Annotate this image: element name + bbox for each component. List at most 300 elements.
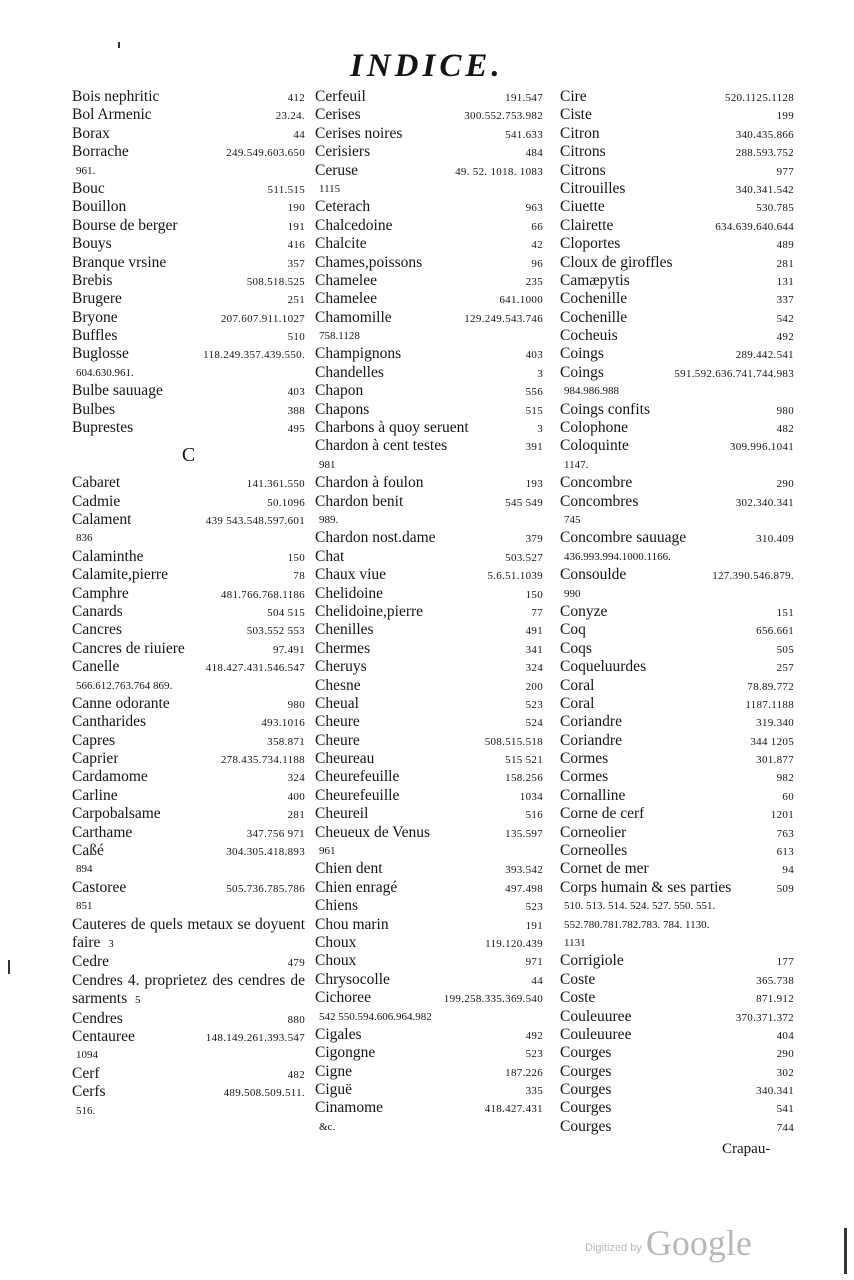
entry-name: Concombres	[560, 492, 639, 510]
entry-name: Chardon benit	[315, 492, 404, 510]
entry-pages: 591.592.636.741.744.983	[674, 367, 794, 380]
index-entry	[72, 621, 305, 639]
index-entry-continuation: 836	[76, 532, 93, 545]
index-entry-continuation: 566.612.763.764 869.	[76, 679, 173, 692]
index-entry	[72, 640, 305, 658]
entry-pages: 418.427.431.546.547	[205, 662, 305, 675]
section-letter: C	[181, 444, 196, 467]
entry-pages: 44	[293, 128, 305, 141]
index-entry	[72, 106, 305, 124]
entry-name: Chamelee	[315, 290, 377, 308]
index-entry	[315, 603, 543, 621]
index-entry	[560, 824, 794, 842]
entry-name: Calament	[72, 511, 132, 528]
index-entry	[315, 106, 543, 124]
entry-name: Cadmie	[72, 492, 121, 510]
entry-name: Cedre	[72, 953, 110, 971]
entry-name: Cerisiers	[315, 143, 371, 161]
entry-pages: 310.409	[756, 533, 794, 546]
entry-pages: 60	[782, 790, 794, 803]
index-entry	[72, 732, 305, 750]
entry-name: Cire	[560, 88, 587, 105]
entry-pages: 3	[537, 367, 543, 380]
entry-pages: 158.256	[505, 772, 543, 785]
entry-pages: 324	[525, 662, 543, 675]
index-entry	[315, 1081, 543, 1099]
entry-pages: 495	[287, 423, 305, 436]
entry-name: Castoree	[72, 878, 127, 896]
entry-pages: 491	[525, 625, 543, 638]
entry-name: Chaux viue	[315, 566, 387, 584]
entry-name: Calaminthe	[72, 547, 144, 565]
index-entry	[560, 695, 794, 713]
entry-name: Buffles	[72, 327, 118, 345]
index-entry-continuation: 745	[564, 513, 581, 526]
entry-name: Cardamome	[72, 768, 148, 786]
entry-name: Centauree	[72, 1028, 135, 1045]
index-entry	[560, 658, 794, 676]
index-entry	[315, 916, 543, 934]
entry-name: Capres	[72, 731, 116, 749]
entry-pages: 482	[287, 1068, 305, 1081]
entry-name: Carthame	[72, 823, 133, 841]
entry-name: Coings	[560, 363, 604, 381]
entry-name: Chames,poissons	[315, 253, 423, 271]
entry-pages: 508.515.518	[484, 735, 543, 748]
index-entry	[315, 658, 543, 676]
entry-name: Cornet de mer	[560, 860, 649, 878]
entry-pages: 187.226	[505, 1066, 543, 1079]
index-entry-continuation: 1147.	[564, 458, 589, 471]
entry-pages: 66	[531, 220, 543, 233]
entry-pages: 191.547	[505, 92, 543, 104]
index-entry	[72, 658, 305, 676]
entry-pages: 78.89.772	[747, 680, 794, 693]
entry-pages: 347.756 971	[246, 827, 305, 840]
entry-pages: 150	[525, 588, 543, 601]
index-entry	[560, 419, 794, 437]
index-entry	[560, 677, 794, 695]
entry-name: Cendres 4. proprietez des cendres de sarments	[72, 971, 305, 1008]
entry-pages: 148.149.261.393.547	[205, 1032, 305, 1044]
entry-pages: 97.491	[272, 643, 305, 656]
index-entry	[315, 989, 543, 1007]
entry-name: Ceterach	[315, 198, 371, 216]
index-entry	[315, 235, 543, 253]
entry-name: Choux	[315, 933, 357, 951]
entry-pages: 357	[287, 257, 305, 270]
entry-name: Corps humain & ses parties	[560, 878, 732, 896]
entry-pages: 141.361.550	[246, 478, 305, 491]
index-entry	[72, 585, 305, 603]
entry-pages: 520.1125.1128	[724, 92, 794, 104]
entry-pages: 3	[537, 423, 543, 436]
entry-name: Chien enragé	[315, 878, 398, 896]
entry-pages: 191	[287, 220, 305, 233]
entry-pages: 335	[525, 1085, 543, 1098]
entry-name: Champignons	[315, 345, 402, 363]
index-entry	[315, 585, 543, 603]
index-entry	[315, 364, 543, 382]
index-entry	[72, 805, 305, 823]
entry-pages: 309.996.1041	[729, 441, 794, 454]
index-entry	[72, 254, 305, 272]
index-entry	[315, 677, 543, 695]
entry-pages: 418.427.431	[484, 1103, 543, 1116]
entry-name: Concombre	[560, 474, 633, 492]
entry-pages: 541.633	[505, 128, 543, 141]
entry-name: Chien dent	[315, 860, 383, 878]
index-entry	[560, 1063, 794, 1081]
entry-pages: 541	[776, 1103, 794, 1116]
entry-pages: 49. 52. 1018. 1083	[455, 165, 543, 178]
entry-pages: 980	[776, 404, 794, 417]
entry-name: Caßé	[72, 842, 104, 860]
index-entry	[560, 198, 794, 216]
entry-name: Cabaret	[72, 474, 121, 492]
entry-pages: 200	[525, 680, 543, 693]
index-entry-continuation: 990	[564, 587, 581, 600]
index-entry	[315, 272, 543, 290]
entry-pages: 324	[287, 772, 305, 785]
entry-pages: 365.738	[756, 974, 794, 987]
entry-pages: 530.785	[756, 202, 794, 215]
entry-pages: 344 1205	[750, 735, 794, 748]
entry-name: Coral	[560, 676, 595, 694]
entry-pages: 641.1000	[499, 294, 543, 307]
entry-name: Coloquinte	[560, 437, 629, 455]
entry-pages: 479	[287, 957, 305, 970]
entry-pages: 42	[531, 239, 543, 252]
index-entry	[72, 566, 305, 584]
entry-name: Chat	[315, 547, 345, 565]
entry-name: Coste	[560, 970, 596, 988]
entry-name: Cheurefeuille	[315, 786, 400, 804]
entry-name: Chelidoine	[315, 584, 384, 602]
entry-name: Coqs	[560, 639, 592, 657]
index-entry	[560, 1044, 794, 1062]
entry-pages: 980	[287, 698, 305, 711]
entry-name: Cheueux de Venus	[315, 823, 431, 841]
index-entry	[560, 162, 794, 180]
entry-pages: 131	[776, 275, 794, 288]
index-entry	[72, 787, 305, 805]
index-entry	[72, 327, 305, 345]
digitized-by-label: Digitized by	[585, 1242, 642, 1254]
index-entry	[72, 953, 305, 971]
index-entry-continuation: 510. 513. 514. 524. 527. 550. 551.	[564, 900, 716, 913]
index-entry-continuation: 604.630.961.	[76, 366, 134, 379]
margin-mark-right	[844, 1228, 847, 1274]
entry-name: Conyze	[560, 602, 608, 620]
entry-pages: 613	[776, 846, 794, 859]
entry-pages: 77	[531, 606, 543, 619]
index-entry	[72, 493, 305, 511]
index-entry	[72, 125, 305, 143]
entry-name: Cichoree	[315, 989, 371, 1007]
entry-name: Borax	[72, 124, 110, 142]
entry-name: Cigales	[315, 1025, 362, 1043]
entry-name: Corneolles	[560, 842, 628, 860]
entry-name: Cancres de riuiere	[72, 639, 185, 657]
entry-pages: 23.24.	[275, 110, 305, 123]
index-entry	[560, 217, 794, 235]
index-entry-continuation: 961	[319, 845, 336, 858]
entry-name: Cerises	[315, 106, 361, 124]
entry-pages: 281	[776, 257, 794, 270]
entry-name: Clairette	[560, 216, 614, 234]
entry-pages: 44	[531, 974, 543, 987]
index-entry	[315, 162, 543, 180]
entry-name: Cormes	[560, 750, 609, 768]
entry-pages: 509	[776, 882, 794, 895]
entry-pages: 235	[525, 275, 543, 288]
index-entry	[560, 989, 794, 1007]
index-entry	[560, 566, 794, 584]
entry-name: Chapon	[315, 382, 364, 400]
index-entry	[560, 235, 794, 253]
entry-pages: 393.542	[505, 864, 543, 877]
entry-name: Cerfs	[72, 1083, 106, 1101]
entry-pages: 199.258.335.369.540	[443, 993, 543, 1006]
entry-name: Cocheuis	[560, 327, 618, 345]
index-entry	[315, 345, 543, 363]
index-entry	[315, 437, 543, 455]
index-entry	[72, 603, 305, 621]
entry-pages: 388	[287, 404, 305, 417]
index-entry	[72, 419, 305, 437]
entry-pages: 400	[287, 790, 305, 803]
entry-name: Coste	[560, 989, 596, 1007]
entry-pages: 301.877	[756, 754, 794, 767]
index-entry-continuation: 1131	[564, 936, 586, 949]
entry-name: Cloportes	[560, 235, 621, 253]
index-entry	[72, 1083, 305, 1101]
entry-pages: 341	[525, 643, 543, 656]
entry-name: Bryone	[72, 308, 118, 326]
entry-name: Brugere	[72, 290, 122, 308]
index-entry	[72, 842, 305, 860]
entry-pages: 511.515	[267, 183, 305, 196]
index-entry	[72, 824, 305, 842]
index-entry	[72, 916, 305, 954]
index-entry	[315, 732, 543, 750]
entry-pages: 340.435.866	[735, 128, 794, 141]
entry-name: Carline	[72, 786, 118, 804]
entry-pages: 50.1096	[267, 496, 305, 509]
entry-name: Citrouilles	[560, 179, 626, 197]
entry-pages: 127.390.546.879.	[712, 570, 794, 583]
entry-name: Citrons	[560, 161, 606, 179]
entry-pages: 982	[776, 772, 794, 785]
index-entry-continuation: 1115	[319, 182, 341, 195]
index-entry	[72, 345, 305, 363]
entry-name: Buprestes	[72, 419, 134, 437]
entry-name: Canelle	[72, 658, 120, 676]
entry-pages: 493.1016	[261, 717, 305, 730]
entry-pages: 290	[776, 1048, 794, 1061]
index-entry	[560, 309, 794, 327]
entry-pages: 289.442.541	[735, 349, 794, 362]
entry-name: Cerises noires	[315, 124, 403, 142]
index-entry	[315, 860, 543, 878]
entry-pages: 556	[525, 386, 543, 399]
entry-name: Chandelles	[315, 363, 384, 381]
entry-pages: 504 515	[267, 606, 305, 619]
entry-pages: 257	[776, 662, 794, 675]
entry-pages: 634.639.640.644	[715, 220, 794, 233]
catchword: Crapau-	[722, 1141, 771, 1157]
entry-name: Canne odorante	[72, 694, 170, 712]
index-entry-continuation: 1094	[76, 1049, 98, 1062]
index-entry	[315, 88, 543, 106]
entry-name: Chardon nost.dame	[315, 529, 436, 547]
index-entry-continuation: 851	[76, 900, 93, 913]
entry-name: Cheureil	[315, 805, 369, 823]
entry-name: Choux	[315, 952, 357, 970]
entry-pages: 337	[776, 294, 794, 307]
margin-mark-left	[8, 960, 10, 974]
index-entry	[315, 971, 543, 989]
entry-pages: 510	[287, 331, 305, 344]
entry-name: Bol Armenic	[72, 106, 152, 124]
index-entry	[560, 805, 794, 823]
entry-pages: 96	[531, 257, 543, 270]
index-entry	[560, 713, 794, 731]
index-entry	[315, 768, 543, 786]
index-entry	[72, 217, 305, 235]
entry-pages: 523	[525, 1048, 543, 1061]
index-entry	[560, 493, 794, 511]
entry-name: Chenilles	[315, 621, 374, 639]
entry-pages: 5	[134, 994, 141, 1007]
entry-pages: 319.340	[756, 717, 794, 730]
entry-name: Cochenille	[560, 290, 628, 308]
entry-pages: 963	[525, 202, 543, 215]
entry-name: Chalcedoine	[315, 216, 393, 234]
entry-pages: 489	[776, 239, 794, 252]
index-entry	[560, 254, 794, 272]
index-entry	[560, 88, 794, 106]
entry-name: Bourse de berger	[72, 216, 178, 234]
entry-name: Caprier	[72, 750, 119, 768]
entry-pages: 3	[108, 938, 115, 950]
entry-name: Cormes	[560, 768, 609, 786]
index-entry	[315, 640, 543, 658]
index-entry	[560, 1026, 794, 1044]
entry-name: Corneolier	[560, 823, 627, 841]
index-entry-continuation: 984.986.988	[564, 385, 619, 398]
entry-name: Chamomille	[315, 308, 392, 326]
entry-pages: 492	[776, 331, 794, 344]
entry-pages: 251	[287, 294, 305, 307]
google-watermark	[585, 1222, 752, 1264]
entry-name: Ciste	[560, 106, 592, 124]
index-entry	[560, 750, 794, 768]
entry-name: Chou marin	[315, 915, 389, 933]
entry-pages: 119.120.439	[485, 937, 543, 950]
index-entry	[72, 309, 305, 327]
entry-pages: 150	[287, 551, 305, 564]
entry-name: Bouillon	[72, 198, 127, 216]
index-entry	[560, 474, 794, 492]
entry-name: Cauteres de quels metaux se doyuent faire	[72, 915, 305, 951]
entry-name: Brebis	[72, 271, 113, 289]
index-entry	[315, 382, 543, 400]
entry-pages: 497.498	[505, 882, 543, 895]
entry-pages: 358.871	[267, 735, 305, 748]
index-entry	[315, 217, 543, 235]
entry-name: Cantharides	[72, 713, 147, 731]
entry-name: Bouys	[72, 235, 112, 253]
index-entry	[560, 106, 794, 124]
entry-pages: 1187.1188	[745, 698, 794, 711]
entry-name: Cigongne	[315, 1044, 376, 1062]
entry-pages: 977	[776, 165, 794, 178]
index-entry-continuation: 552.780.781.782.783. 784. 1130.	[564, 918, 710, 931]
entry-name: Bulbe sauuage	[72, 382, 163, 400]
index-entry	[560, 603, 794, 621]
entry-pages: 505.736.785.786	[226, 882, 305, 895]
index-entry	[560, 860, 794, 878]
entry-name: Cinamome	[315, 1099, 384, 1117]
index-entry-continuation: 758.1128	[319, 330, 360, 343]
entry-pages: 118.249.357.439.550.	[203, 349, 305, 362]
index-entry-continuation: 981	[319, 458, 336, 471]
entry-name: Corne de cerf	[560, 805, 645, 823]
index-entry	[72, 511, 305, 529]
entry-pages: 302.340.341	[735, 496, 794, 509]
entry-name: Cigne	[315, 1062, 353, 1080]
index-entry	[72, 768, 305, 786]
entry-pages: 300.552.753.982	[464, 110, 543, 123]
index-entry	[315, 548, 543, 566]
index-entry	[560, 1118, 794, 1136]
index-entry	[315, 750, 543, 768]
index-entry	[72, 695, 305, 713]
entry-pages: 177	[776, 956, 794, 969]
index-entry	[560, 364, 794, 382]
index-entry	[72, 879, 305, 897]
entry-pages: 391	[525, 441, 543, 454]
index-entry	[315, 1099, 543, 1117]
index-entry	[315, 1044, 543, 1062]
entry-name: Bulbes	[72, 400, 116, 418]
entry-name: Bouc	[72, 179, 105, 197]
entry-name: Buglosse	[72, 345, 129, 363]
entry-name: Chiens	[315, 897, 359, 915]
entry-pages: 515	[525, 404, 543, 417]
google-logo: Google	[645, 1223, 752, 1263]
entry-pages: 1201	[770, 809, 794, 822]
entry-name: Cochenille	[560, 308, 628, 326]
entry-pages: 5.6.51.1039	[487, 570, 543, 583]
index-entry	[560, 290, 794, 308]
entry-pages: 199	[776, 110, 794, 123]
index-entry	[72, 198, 305, 216]
entry-pages: 290	[776, 478, 794, 491]
entry-name: Chapons	[315, 400, 370, 418]
entry-pages: 484	[525, 147, 543, 160]
index-entry	[560, 125, 794, 143]
index-entry	[72, 235, 305, 253]
entry-pages: 304.305.418.893	[226, 846, 305, 859]
entry-pages: 416	[287, 239, 305, 252]
index-entry	[315, 787, 543, 805]
entry-name: Courges	[560, 1117, 612, 1135]
index-column-3	[560, 88, 794, 1136]
entry-name: Coriandre	[560, 713, 622, 731]
